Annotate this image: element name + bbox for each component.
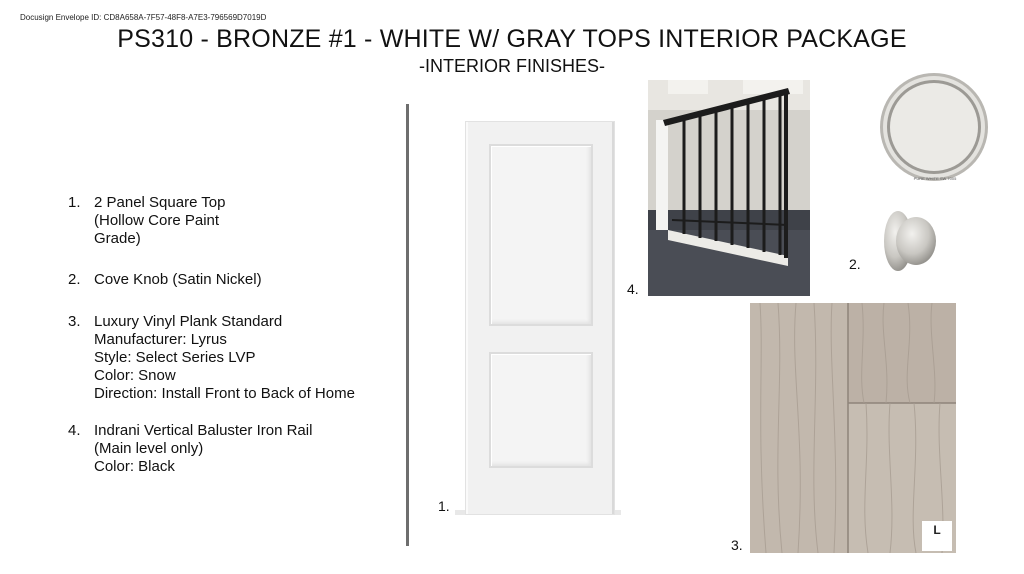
caption-knob: 2. (849, 256, 861, 272)
item-text (94, 313, 394, 403)
paint-label: PURE WHITE SW 7005 (913, 176, 957, 181)
item-line: Luxury Vinyl Plank Standard (94, 313, 283, 330)
caption-railing: 4. (627, 281, 639, 297)
flooring-brand-logo: L (933, 523, 941, 537)
item-text (94, 271, 394, 289)
page-subtitle: -INTERIOR FINISHES- (418, 56, 605, 76)
item-line: Manufacturer: Lyrus (94, 331, 227, 348)
item-line: Indrani Vertical Baluster Iron Rail (94, 422, 313, 439)
caption-flooring: 3. (731, 537, 743, 553)
flooring-texture (750, 303, 956, 553)
knob-icon (872, 207, 940, 275)
door-image (465, 121, 615, 515)
railing-image (648, 80, 810, 296)
railing-photo (648, 80, 810, 296)
flooring-sample-image (750, 303, 956, 553)
item-number: 3. (68, 313, 81, 330)
item-number: 2. (68, 271, 81, 288)
item-number: 4. (68, 422, 81, 439)
door-knob-image (872, 207, 940, 275)
item-text (94, 194, 394, 248)
envelope-id: Docusign Envelope ID: CD8A658A-7F57-48F8-A7E3-796569D7019D (20, 13, 267, 22)
item-line: (Main level only) (94, 440, 204, 457)
item-line: (Hollow Core Paint (94, 212, 220, 229)
door-lower-panel (489, 352, 593, 468)
item-number: 1. (68, 194, 81, 211)
paint-can-lid (875, 69, 993, 187)
item-text (94, 422, 394, 476)
page-title: PS310 - BRONZE #1 - WHITE W/ GRAY TOPS INTERIOR PACKAGE (117, 25, 907, 53)
item-line: Grade) (94, 230, 141, 247)
door-upper-panel (489, 144, 593, 326)
caption-door: 1. (438, 498, 450, 514)
paint-can-image (875, 69, 993, 187)
item-line: Style: Select Series LVP (94, 349, 256, 366)
vertical-divider (406, 104, 409, 546)
item-line: Direction: Install Front to Back of Home (94, 385, 355, 402)
item-line: Color: Black (94, 458, 175, 475)
item-line: Color: Snow (94, 367, 176, 384)
item-line: Cove Knob (Satin Nickel) (94, 271, 262, 288)
item-line: 2 Panel Square Top (94, 194, 226, 211)
